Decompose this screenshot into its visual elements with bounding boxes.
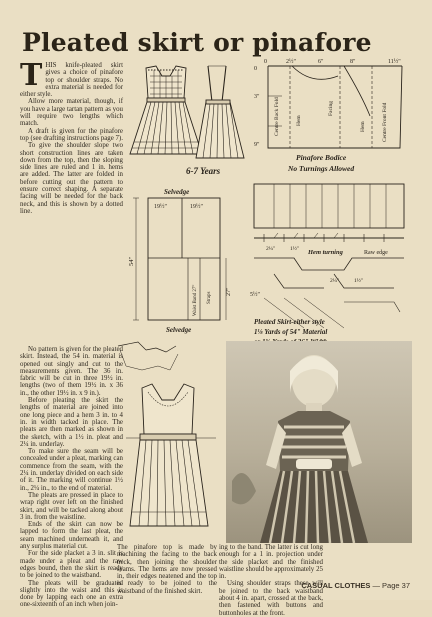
fabric-note-1: Pleated Skirt-either style — [254, 318, 325, 326]
selvedge-bottom-label: Selvedge — [166, 326, 192, 334]
bodice-side-0: 0 — [254, 66, 257, 72]
small-dim-label: 5½" — [250, 292, 260, 298]
bodice-side-1: 3" — [254, 94, 260, 100]
bodice-measure-4: 11½" — [388, 59, 401, 65]
age-label: 6-7 Years — [186, 166, 221, 176]
body-paragraph-7: Before pleating the skirt the lengths of material are joined into one long piece and a hem 3 in. to 4 in. in width tacked in place. The pleats are then marked as shown in the sketch, with a 1½ in. pleat and 2¼ in. underlay. — [20, 397, 123, 448]
bodice-measure-1: 2½" — [286, 59, 296, 65]
fabric-width-label: 54" — [128, 256, 135, 266]
pinafore-sketch — [112, 340, 224, 540]
pleat-dim-3: 2¼" — [330, 278, 340, 284]
pleat-marking-diagram — [244, 178, 414, 346]
photo-figure — [226, 341, 412, 543]
body-paragraph-13: ing to the band. The latter is cut long enough for a 1 in. projection under the side placket and the finished waistline should be approximately 25 in. — [219, 544, 323, 581]
body-paragraph-8: To make sure the seam will be concealed under a pleat, marking can commence from the seam, with the 2¼ in. underlay divided on each side of it. The marking will continue 1½ in., 2¼ in., to the end of material. — [20, 448, 123, 492]
bodice-caption-note: No Turnings Allowed — [288, 164, 355, 173]
mid-column-text — [117, 544, 217, 595]
bodice-label-hem-2: Hem — [360, 121, 366, 132]
garment-illustration — [126, 62, 250, 180]
panel-dim-3: 27" — [226, 287, 232, 296]
body-paragraph-12: The pleats will be graduated slightly into the waist and this is done by lapping each one an extra one-sixteenth of an inch when join- — [20, 579, 123, 609]
bodice-caption-title: Pinafore Bodice — [296, 153, 347, 162]
intro-paragraph-1: HIS knife-pleated skirt gives a choice of pinafore top or shoulder straps. No extra material is needed for either style. — [20, 62, 123, 99]
body-paragraph-11: For the side placket a 3 in. slit is made under a pleat and the raw edges bound, then the skirt is ready to be joined to the waistband. — [20, 550, 123, 580]
intro-paragraph-3: A draft is given for the pinafore top (see drafting instructions page 7). — [20, 127, 123, 142]
body-paragraph-9: The pleats are pressed in place to wrap right over left on the finished skirt, and will be tacked along about 3 in. from the waistline. — [20, 491, 123, 521]
bodice-measure-0: 0 — [264, 59, 267, 65]
waistband-label: Waist Band 27" — [193, 284, 198, 316]
pleat-dim-1: 2¼" — [266, 246, 276, 252]
drop-cap: T — [20, 58, 43, 93]
intro-column — [20, 58, 123, 215]
bodice-label-facing: Facing — [328, 101, 334, 116]
bodice-side-2: 9" — [254, 142, 260, 148]
intro-paragraph-6: No pattern is given for the pleated skirt. Instead, the 54 in. material is opened out singly and cut to the measurements given. The 36 in. fabric will be cut in three 19½ in. lengths (two of them 19½ in. x 36 in., the other 19½ in. x 9 in.). — [20, 346, 123, 397]
page-footer — [301, 581, 410, 590]
intro-paragraph-4: To give the shoulder slope two short construction lines are taken down from the top, then the sloping side lines are ruled and 1 in. hems are added. The latter are folded in before cutting out the pattern to ensure correct shaping. A separate facing will be needed for the back neck, and this is shown by a dotted line. — [20, 142, 123, 215]
bodice-measure-3: 8" — [350, 59, 356, 65]
bodice-label-centre-front: Centre Front Fold — [382, 102, 388, 142]
selvedge-top-label: Selvedge — [164, 188, 190, 196]
bodice-label-centre-back: Centre Back Fold — [274, 97, 280, 136]
body-paragraph-14: Using shoulder straps these will be joined to the back waistband about 4 in. apart, crossed at the back, then fastened with buttons and buttonholes at the front. — [219, 580, 323, 617]
panel-dim-2: 19½" — [190, 204, 203, 210]
fabric-note-2: 1⅛ Yards of 54" Material — [254, 328, 328, 336]
panel-dim-1: 19½" — [154, 204, 167, 210]
raw-edge-label: Raw edge — [364, 250, 388, 256]
pleat-dim-2: 1½" — [290, 246, 300, 252]
bodice-measure-2: 6" — [318, 59, 324, 65]
model-photo — [226, 341, 412, 543]
pleat-dim-4: 1½" — [354, 278, 364, 284]
intro-paragraph-2: Allow more material, though, if you have a large tartan pattern as you will require two lengths which match. — [20, 98, 123, 128]
cutting-layout-diagram — [126, 184, 240, 340]
straps-label: Straps — [207, 291, 212, 304]
body-paragraph-10: Ends of the skirt can now be lapped to form the last pleat, the seam machined underneath it, and any surplus material cut. — [20, 521, 123, 551]
hem-turning-label: Hem turning — [308, 249, 343, 256]
footer-page: — Page 37 — [372, 581, 410, 590]
bodice-draft-diagram — [252, 56, 416, 176]
bodice-label-hem-1: Hem — [296, 115, 302, 126]
footer-section: CASUAL CLOTHES — [301, 581, 371, 590]
body-column — [20, 346, 123, 609]
intro-paragraph-5: The pinafore top is made by machining the facing to the back neck, then joining the shoulder seams. The hems are now pressed in, their edges neatened and the top is ready to be joined to the waistband of the finished skirt. — [117, 544, 217, 595]
page-title: Pleated skirt or pinafore — [22, 28, 372, 57]
